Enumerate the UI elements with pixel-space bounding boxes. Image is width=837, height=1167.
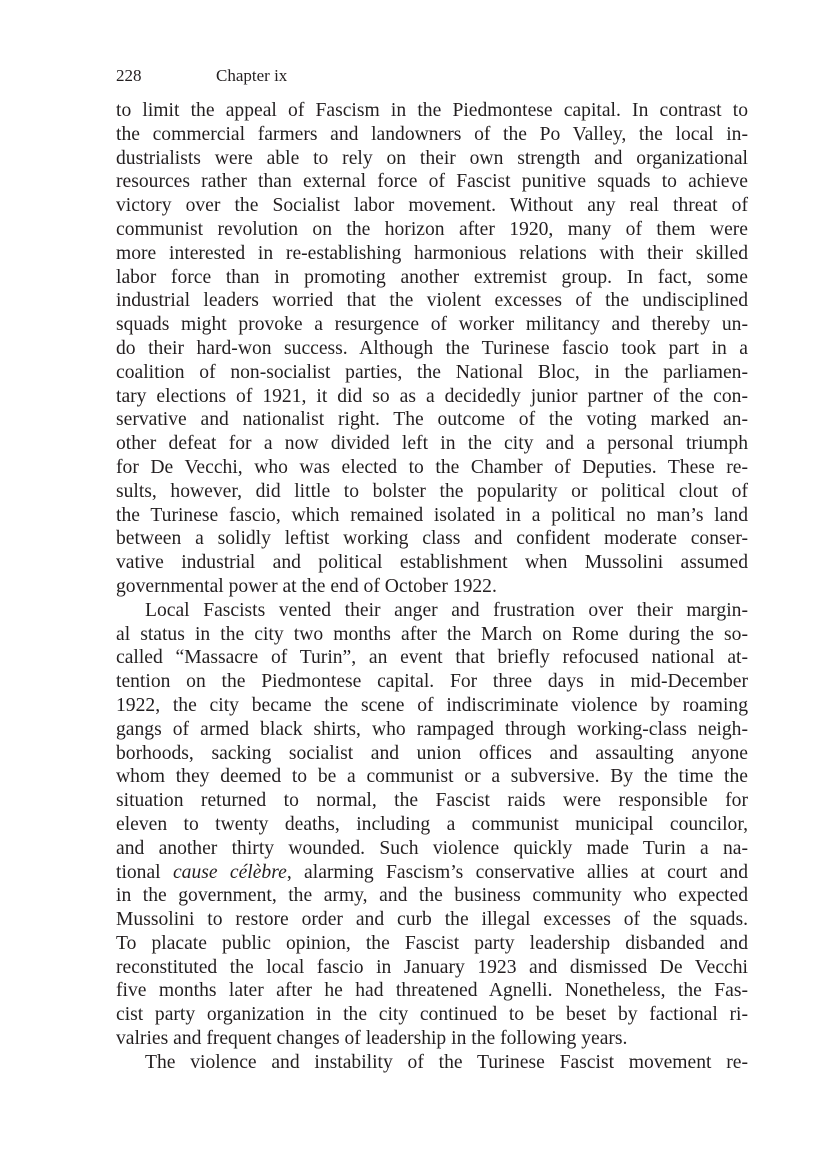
text-line: the Turinese fascio, which remained isolated in a political no man’s land [116,504,748,526]
paragraph [116,599,748,1051]
text-line: eleven to twenty deaths, including a communist municipal councilor, [116,813,748,835]
text-line: 1922, the city became the scene of indiscriminate violence by roaming [116,694,748,716]
text-line: To placate public opinion, the Fascist party leadership disbanded and [116,932,748,954]
text-line: gangs of armed black shirts, who rampaged through working-class neigh- [116,718,748,740]
body-text [116,99,748,1075]
paragraph [116,99,748,599]
text-line: sults, however, did little to bolster the popularity or political clout of [116,480,748,502]
text-line: situation returned to normal, the Fascist raids were responsible for [116,790,748,812]
text-line: vative industrial and political establishment when Mussolini assumed [116,552,748,574]
text-line: communist revolution on the horizon after 1920, many of them were [116,218,748,240]
text-line [116,861,748,885]
text-line: and another thirty wounded. Such violence quickly made Turin a na- [116,837,748,859]
text-line: labor force than in promoting another extremist group. In fact, some [116,266,748,288]
text-line: squads might provoke a resurgence of worker militancy and thereby un- [116,314,748,336]
text-line: victory over the Socialist labor movement. Without any real threat of [116,195,748,217]
text-run: , alarming Fascism’s conservative allies at court and [286,861,748,883]
text-line: tary elections of 1921, it did so as a decidedly junior partner of the con- [116,385,748,407]
chapter-title: Chapter ix [216,66,288,85]
text-line: reconstituted the local fascio in January 1923 and dismissed De Vecchi [116,956,748,978]
text-line: in the government, the army, and the business community who expected [116,885,748,907]
text-line: resources rather than external force of Fascist punitive squads to achieve [116,171,748,193]
text-line: to limit the appeal of Fascism in the Piedmontese capital. In contrast to [116,100,748,121]
text-line: governmental power at the end of October 1922. [116,575,497,597]
text-line: servative and nationalist right. The outcome of the voting marked an- [116,409,748,431]
text-line: cist party organization in the city continued to be beset by factional ri- [116,1004,748,1026]
paragraph [116,1051,748,1075]
text-line: other defeat for a now divided left in the city and a personal triumph [116,433,748,455]
text-line: al status in the city two months after the March on Rome during the so- [116,623,748,645]
text-line: the commercial farmers and landowners of the Po Valley, the local in- [116,123,748,145]
text-line: for De Vecchi, who was elected to the Chamber of Deputies. These re- [116,456,748,478]
text-line: dustrialists were able to rely on their own strength and organizational [116,147,748,169]
text-line: do their hard-won success. Although the Turinese fascio took part in a [116,337,748,359]
text-line: between a solidly leftist working class and confident moderate conser- [116,528,748,550]
text-line: valries and frequent changes of leadership in the following years. [116,1028,628,1050]
page-number: 228 [116,66,142,85]
text-line: whom they deemed to be a communist or a subversive. By the time the [116,766,748,788]
italic-phrase: cause célèbre [172,861,287,883]
text-line: borhoods, sacking socialist and union offices and assaulting anyone [116,742,748,764]
text-line: five months later after he had threatened Agnelli. Nonetheless, the Fas- [116,980,748,1002]
running-head [116,66,287,86]
text-line: more interested in re-establishing harmonious relations with their skilled [116,242,748,264]
text-line: coalition of non-socialist parties, the National Bloc, in the parliamen- [116,361,748,383]
text-line: industrial leaders worried that the violent excesses of the undisciplined [116,290,748,312]
text-line: The violence and instability of the Turinese Fascist movement re- [145,1051,748,1073]
text-line: tention on the Piedmontese capital. For three days in mid-December [116,671,748,693]
text-run: tional [116,861,173,883]
text-line: Mussolini to restore order and curb the illegal excesses of the squads. [116,909,748,931]
text-line: Local Fascists vented their anger and frustration over their margin- [145,599,748,621]
text-line: called “Massacre of Turin”, an event that briefly refocused national at- [116,647,748,669]
